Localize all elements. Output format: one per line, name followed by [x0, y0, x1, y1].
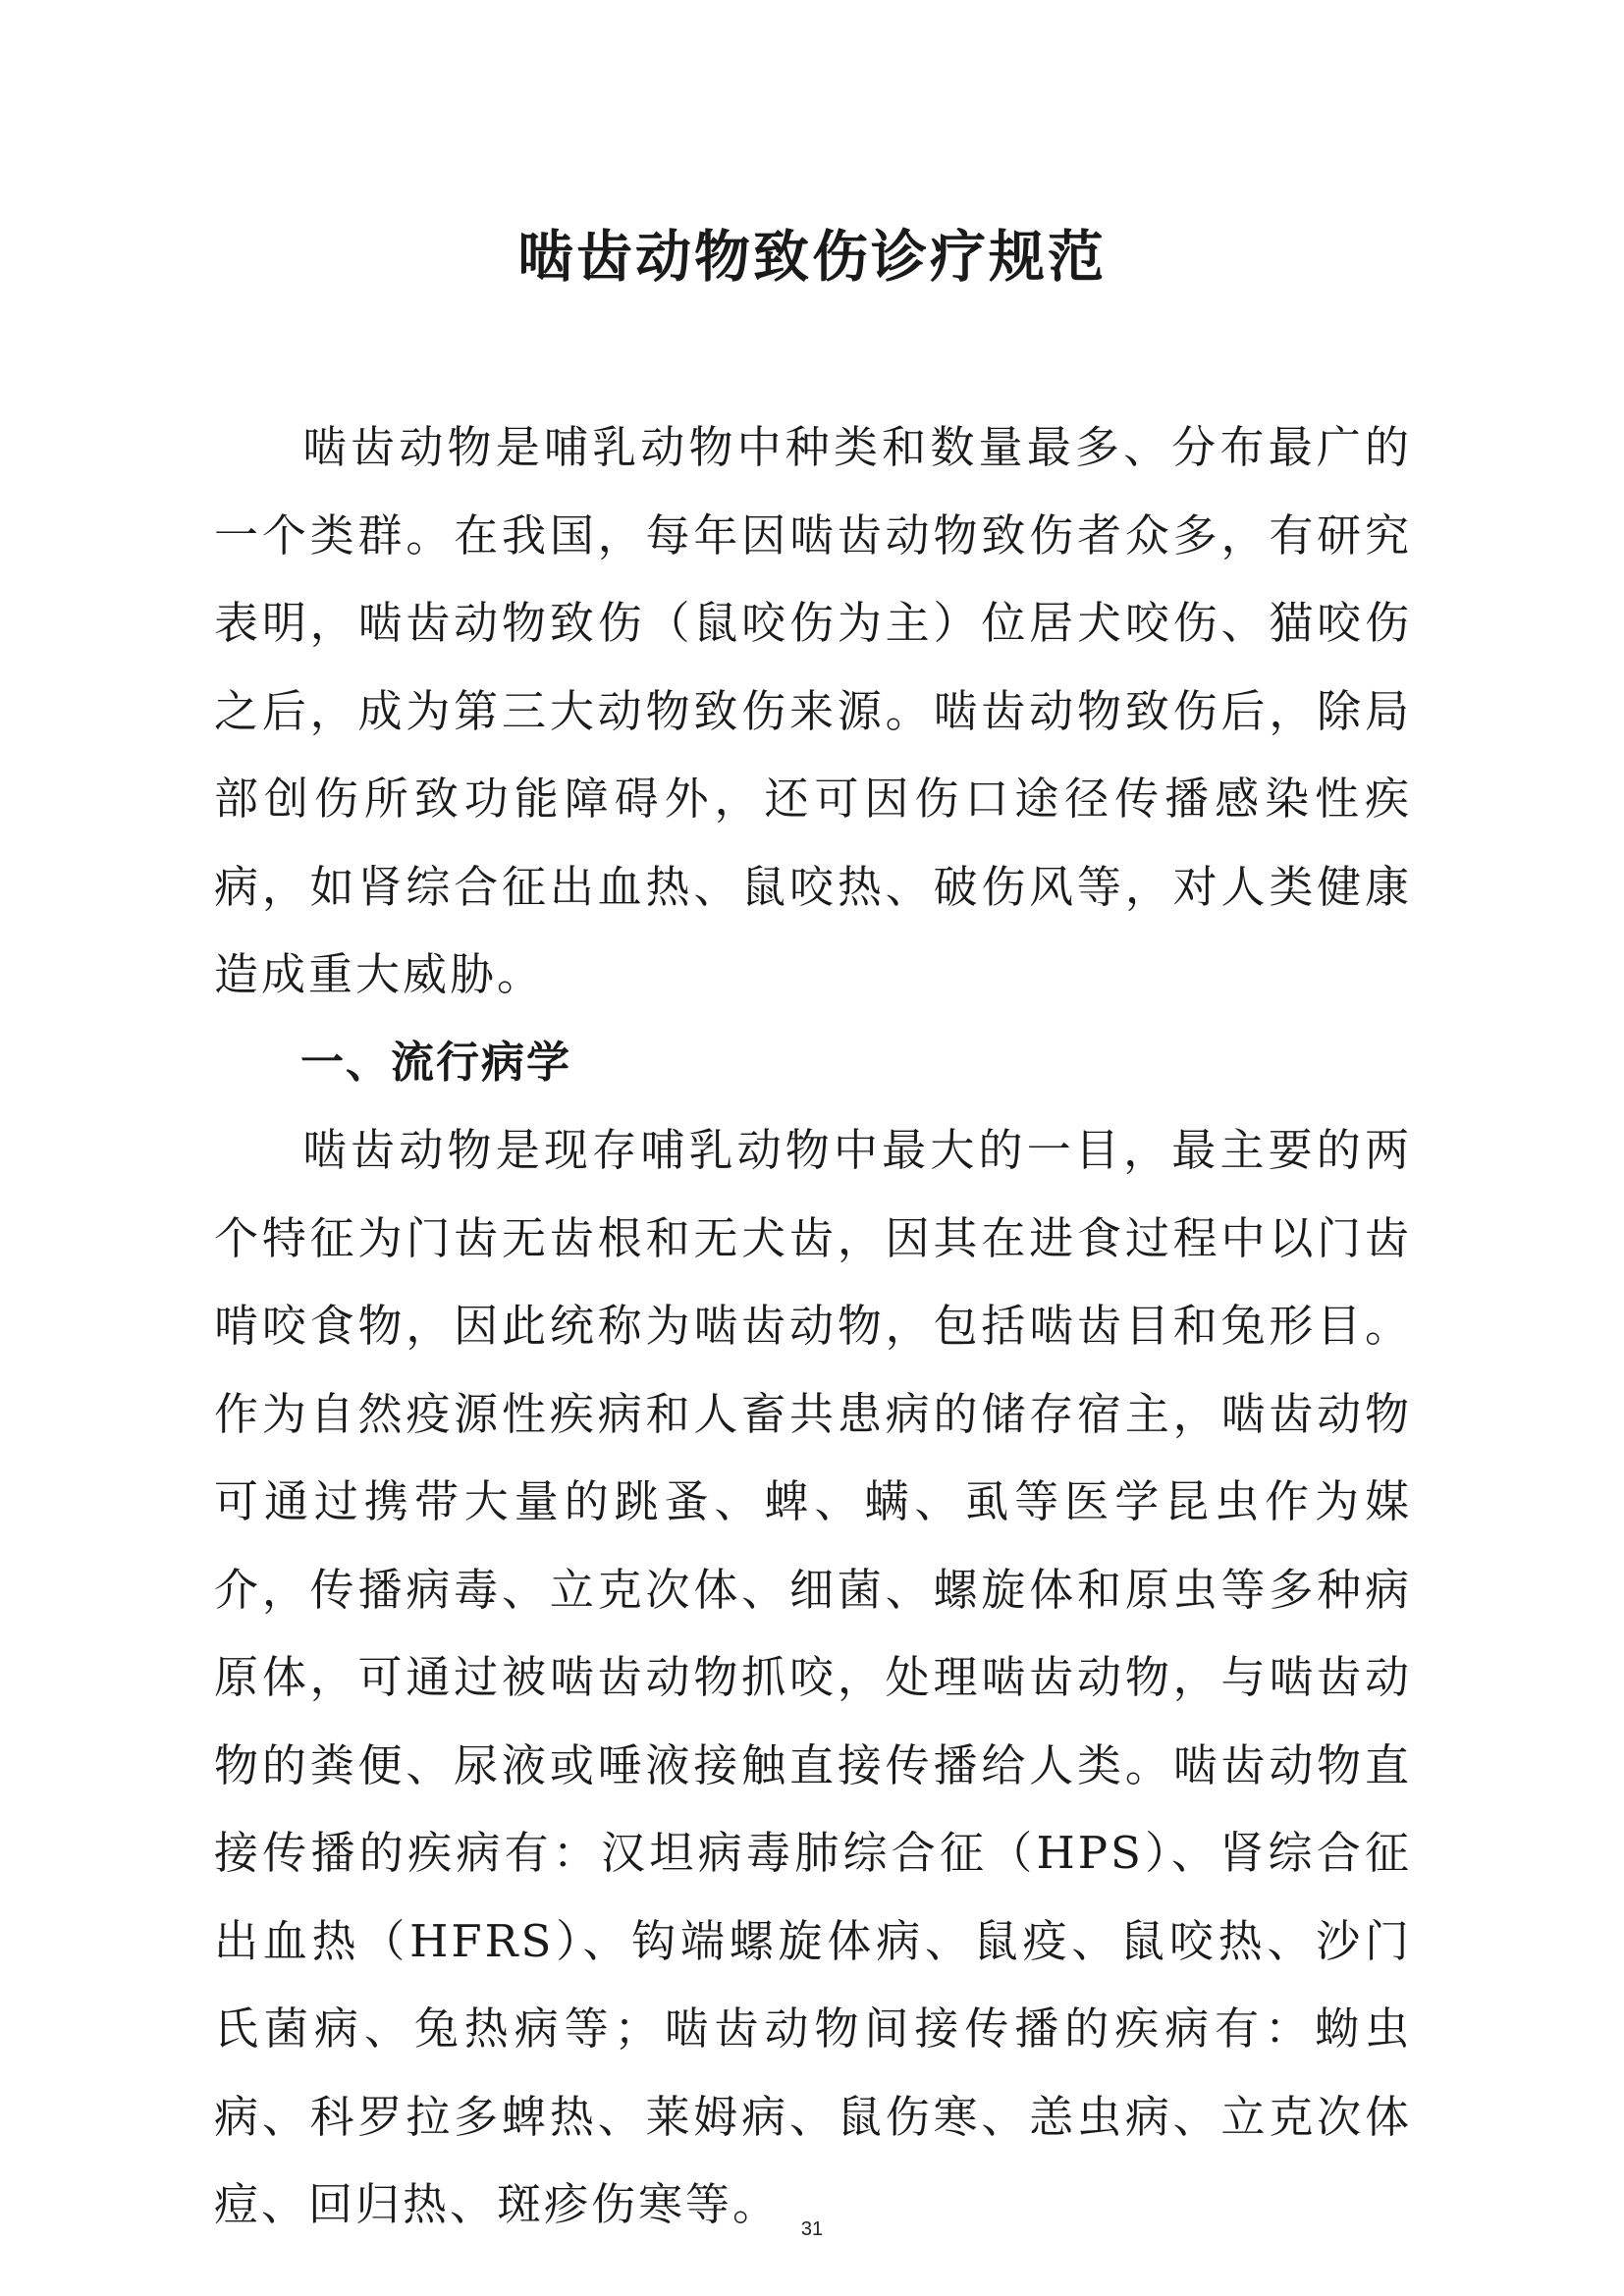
- page-number: 31: [800, 2218, 824, 2240]
- document-body: [214, 403, 1412, 2249]
- epidemiology-paragraph: 啮齿动物是现存哺乳动物中最大的一目，最主要的两个特征为门齿无齿根和无犬齿，因其在进食过程中以门齿啃咬食物，因此统称为啮齿动物，包括啮齿目和兔形目。作为自然疫源性疾病和人畜共患病的储存宿主，啮齿动物可通过携带大量的跳蚤、蜱、螨、虱等医学昆虫作为媒介，传播病毒、立克次体、细菌、螺旋体和原虫等多种病原体，可通过被啮齿动物抓咬，处理啮齿动物，与啮齿动物的粪便、尿液或唾液接触直接传播给人类。啮齿动物直接传播的疾病有：汉坦病毒肺综合征（HPS）、肾综合征出血热（HFRS）、钩端螺旋体病、鼠疫、鼠咬热、沙门氏菌病、兔热病等；啮齿动物间接传播的疾病有：蚴虫病、科罗拉多蜱热、莱姆病、鼠伤寒、恙虫病、立克次体痘、回归热、斑疹伤寒等。: [214, 1124, 1412, 2230]
- intro-paragraph: 啮齿动物是哺乳动物中种类和数量最多、分布最广的一个类群。在我国，每年因啮齿动物致伤者众多，有研究表明，啮齿动物致伤（鼠咬伤为主）位居犬咬伤、猫咬伤之后，成为第三大动物致伤来源。啮齿动物致伤后，除局部创伤所致功能障碍外，还可因伤口途径传播感染性疾病，如肾综合征出血热、鼠咬热、破伤风等，对人类健康造成重大威胁。: [214, 421, 1412, 1000]
- document-title: 啮齿动物致伤诊疗规范: [517, 225, 1107, 290]
- section-heading-epidemiology: 一、流行病学: [300, 1037, 571, 1088]
